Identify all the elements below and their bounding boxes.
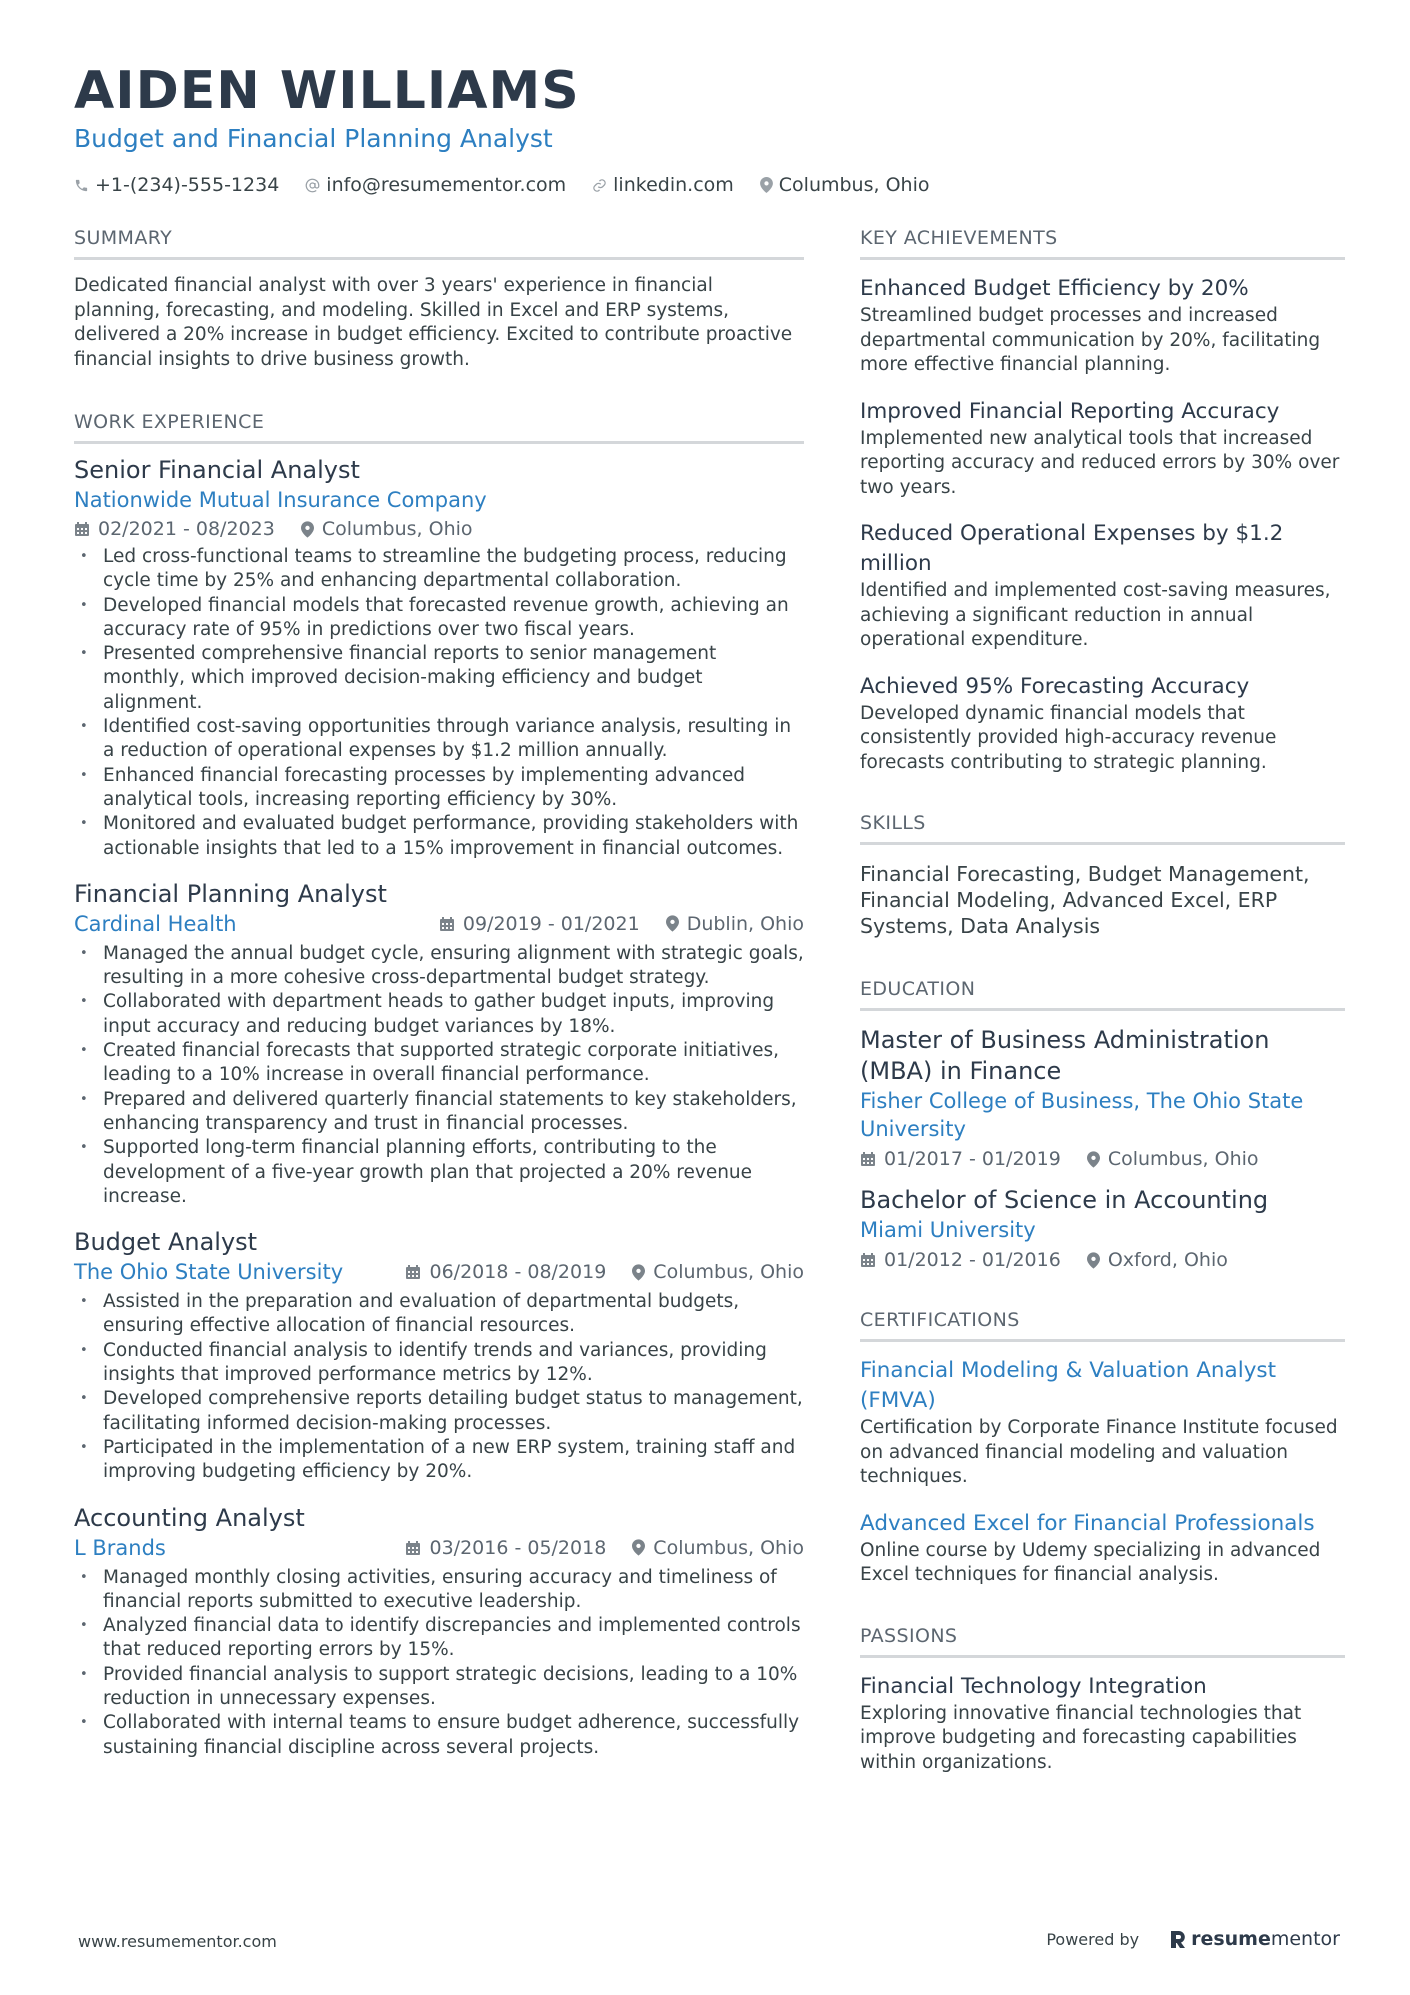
location-pin-icon [1087, 1151, 1100, 1168]
location-text: Columbus, Ohio [778, 174, 930, 196]
job-location [632, 1536, 804, 1560]
section-heading: KEY ACHIEVEMENTS [860, 226, 1345, 260]
certification-title: Advanced Excel for Financial Professionals [860, 1510, 1315, 1536]
section-heading: SUMMARY [74, 226, 804, 260]
degree-title: Master of Business Administration (MBA) in Finance [860, 1026, 1270, 1085]
passion-text: Exploring innovative financial technologies that improve budgeting and forecasting capabilities within organizations. [860, 1702, 1302, 1773]
calendar-icon [439, 916, 455, 932]
location-pin-icon [760, 177, 773, 193]
calendar-icon [405, 1540, 421, 1556]
job-location-text: Columbus, Ohio [653, 1261, 804, 1284]
company-name: The Ohio State University [74, 1260, 344, 1285]
candidate-title: Budget and Financial Planning Analyst [74, 124, 553, 153]
bullet-item: • Collaborated with internal teams to ensure budget adherence, successfully sustaining financial discipline across several projects. [74, 1711, 804, 1760]
education-location [1087, 1147, 1259, 1171]
achievement-title: Reduced Operational Expenses by $1.2 million [860, 521, 1284, 576]
job-location [632, 1260, 804, 1284]
contact-email[interactable] [305, 173, 566, 197]
achievement-title: Achieved 95% Forecasting Accuracy [860, 673, 1250, 699]
right-column [860, 226, 1345, 1794]
footer-branding [1046, 1928, 1340, 1950]
skills-list: Financial Forecasting, Budget Management, Financial Modeling, Advanced Excel, ERP Systems, Data Analysis [860, 862, 1310, 938]
bullet-item: • Monitored and evaluated budget performance, providing stakeholders with actionable insights that led to a 15% improvement in financial outcomes. [74, 812, 804, 861]
link-icon [592, 178, 607, 193]
achievement-item [860, 397, 1345, 501]
job-dates [439, 912, 640, 936]
job-entry [74, 454, 804, 861]
job-location-text: Columbus, Ohio [321, 518, 473, 540]
job-bullets [74, 1566, 804, 1760]
achievement-title: Enhanced Budget Efficiency by 20% [860, 276, 1249, 301]
job-entry [74, 1502, 804, 1760]
footer-url[interactable]: www.resumementor.com [78, 1932, 277, 1951]
education-dates-text: 01/2012 - 01/2016 [884, 1249, 1061, 1271]
bullet-item: • Assisted in the preparation and evaluation of departmental budgets, ensuring effective allocation of financial resources. [74, 1290, 804, 1339]
section-heading: CERTIFICATIONS [860, 1308, 1345, 1342]
linkedin-text: linkedin.com [613, 174, 734, 196]
resumementor-logo[interactable] [1169, 1928, 1340, 1950]
bullet-item: • Provided financial analysis to support strategic decisions, leading to a 10% reduction in unnecessary expenses. [74, 1663, 804, 1712]
company-name: Nationwide Mutual Insurance Company [74, 488, 487, 512]
bullet-item: • Developed financial models that forecasted revenue growth, achieving an accuracy rate of 95% in predictions over two fiscal years. [74, 594, 804, 643]
job-entry [74, 1226, 804, 1484]
job-meta [74, 517, 804, 541]
bullet-item: • Supported long-term financial planning efforts, contributing to the development of a five-year growth plan that projected a 20% revenue increase. [74, 1136, 804, 1209]
achievement-text: Developed dynamic financial models that consistently provided high-accuracy revenue forecasts contributing to strategic planning. [860, 702, 1277, 773]
bullet-item: • Identified cost-saving opportunities through variance analysis, resulting in a reduction of operational expenses by $1.2 million annually. [74, 715, 804, 764]
job-dates [405, 1260, 606, 1284]
left-column [74, 226, 804, 1777]
candidate-name: AIDEN WILLIAMS [74, 61, 580, 121]
bullet-item: • Participated in the implementation of a new ERP system, training staff and improving budgeting efficiency by 20%. [74, 1436, 804, 1485]
job-title: Financial Planning Analyst [74, 879, 387, 908]
brand-bold: resume [1191, 1928, 1271, 1950]
education-location [1087, 1248, 1228, 1272]
job-title: Budget Analyst [74, 1228, 258, 1257]
job-meta [405, 1536, 804, 1560]
calendar-icon [860, 1252, 876, 1268]
certification-item [860, 1356, 1345, 1490]
calendar-icon [405, 1264, 421, 1280]
contact-linkedin[interactable] [592, 173, 734, 197]
school-name: Fisher College of Business, The Ohio State University [860, 1089, 1304, 1141]
company-row [74, 1258, 804, 1286]
job-location [666, 912, 804, 936]
phone-icon [74, 178, 89, 193]
achievement-text: Identified and implemented cost-saving measures, achieving a significant reduction in annual operational expenditure. [860, 580, 1331, 650]
education-location-text: Oxford, Ohio [1107, 1249, 1228, 1271]
certification-title: Financial Modeling & Valuation Analyst (FMVA) [860, 1358, 1277, 1413]
company-row [74, 910, 804, 938]
bullet-item: • Created financial forecasts that supported strategic corporate initiatives, leading to a 10% increase in overall financial performance. [74, 1039, 804, 1088]
passions-section [860, 1624, 1345, 1776]
job-bullets [74, 942, 804, 1209]
bullet-item: • Prepared and delivered quarterly financial statements to key stakeholders, enhancing transparency and trust in financial processes. [74, 1088, 804, 1137]
job-bullets [74, 1290, 804, 1484]
job-meta [405, 1260, 804, 1284]
degree-title: Bachelor of Science in Accounting [860, 1186, 1269, 1214]
job-meta [439, 912, 804, 936]
section-heading: SKILLS [860, 811, 1345, 845]
certification-text: Certification by Corporate Finance Institute focused on advanced financial modeling and valuation techniques. [860, 1417, 1338, 1487]
phone-text: +1-(234)-555-1234 [95, 174, 280, 196]
bullet-item: • Conducted financial analysis to identify trends and variances, providing insights that improved performance metrics by 12%. [74, 1339, 804, 1388]
job-entry [74, 878, 804, 1209]
school-name: Miami University [860, 1218, 1036, 1242]
education-meta [860, 1248, 1345, 1272]
brand-light: mentor [1270, 1928, 1340, 1950]
contact-phone [74, 173, 279, 197]
job-title: Accounting Analyst [74, 1503, 305, 1532]
bullet-item: • Presented comprehensive financial reports to senior management monthly, which improved decision-making efficiency and budget alignment. [74, 642, 804, 715]
section-heading: PASSIONS [860, 1624, 1345, 1658]
achievement-item [860, 274, 1345, 378]
education-meta [860, 1147, 1345, 1171]
work-experience-section [74, 410, 804, 1760]
location-pin-icon [1087, 1252, 1100, 1269]
certification-item [860, 1509, 1345, 1588]
education-dates-text: 01/2017 - 01/2019 [884, 1148, 1061, 1170]
achievement-text: Streamlined budget processes and increased departmental communication by 20%, facilitating more effective financial planning. [860, 305, 1321, 375]
job-location-text: Columbus, Ohio [653, 1536, 804, 1559]
company-name: L Brands [74, 1535, 166, 1560]
skills-section [860, 811, 1345, 939]
job-dates-text: 02/2021 - 08/2023 [98, 518, 275, 540]
calendar-icon [860, 1151, 876, 1167]
achievement-text: Implemented new analytical tools that increased reporting accuracy and reduced errors by 30% over two years. [860, 427, 1340, 498]
bullet-item: • Analyzed financial data to identify discrepancies and implemented controls that reduced reporting errors by 15%. [74, 1614, 804, 1663]
email-text: info@resumementor.com [326, 174, 567, 196]
achievement-title: Improved Financial Reporting Accuracy [860, 398, 1280, 424]
job-dates-text: 06/2018 - 08/2019 [429, 1261, 607, 1284]
job-dates [74, 517, 275, 541]
company-name: Cardinal Health [74, 911, 237, 936]
job-title: Senior Financial Analyst [74, 456, 360, 484]
contact-bar [74, 173, 1344, 197]
bullet-item: • Developed comprehensive reports detailing budget status to management, facilitating informed decision-making processes. [74, 1387, 804, 1436]
bullet-item: • Managed the annual budget cycle, ensuring alignment with strategic goals, resulting in a more cohesive cross-departmental budget strategy. [74, 942, 804, 991]
key-achievements-section [860, 226, 1345, 775]
education-dates [860, 1147, 1061, 1171]
job-dates-text: 09/2019 - 01/2021 [462, 912, 640, 935]
calendar-icon [74, 521, 90, 537]
section-heading: EDUCATION [860, 977, 1345, 1011]
resume-header [74, 60, 1344, 197]
company-row [74, 1534, 804, 1562]
certification-text: Online course by Udemy specializing in advanced Excel techniques for financial analysis. [860, 1539, 1321, 1585]
certifications-section [860, 1308, 1345, 1588]
bullet-item: • Enhanced financial forecasting processes by implementing advanced analytical tools, increasing reporting efficiency by 30%. [74, 764, 804, 813]
achievement-item [860, 519, 1345, 653]
job-location [301, 517, 473, 541]
education-item [860, 1025, 1345, 1171]
contact-location [760, 173, 930, 197]
summary-section [74, 226, 804, 372]
job-dates [405, 1536, 606, 1560]
location-pin-icon [666, 915, 679, 932]
location-pin-icon [632, 1539, 645, 1556]
job-dates-text: 03/2016 - 05/2018 [429, 1536, 607, 1559]
bullet-item: • Led cross-functional teams to streamline the budgeting process, reducing cycle time by 25% and enhancing departmental collaboration. [74, 545, 804, 594]
powered-by-text: Powered by [1046, 1929, 1140, 1949]
page-footer [0, 1924, 1410, 1954]
resumementor-logo-icon [1169, 1929, 1187, 1949]
location-pin-icon [632, 1264, 645, 1281]
passion-item [860, 1672, 1345, 1776]
bullet-item: • Managed monthly closing activities, ensuring accuracy and timeliness of financial reports submitted to executive leadership. [74, 1566, 804, 1615]
education-item [860, 1185, 1345, 1272]
at-icon [305, 178, 320, 193]
job-location-text: Dublin, Ohio [686, 912, 804, 935]
bullet-item: • Collaborated with department heads to gather budget inputs, improving input accuracy and reducing budget variances by 18%. [74, 990, 804, 1039]
passion-title: Financial Technology Integration [860, 1673, 1207, 1699]
education-section [860, 977, 1345, 1272]
section-heading: WORK EXPERIENCE [74, 410, 804, 444]
education-dates [860, 1248, 1061, 1272]
education-location-text: Columbus, Ohio [1107, 1148, 1259, 1170]
location-pin-icon [301, 521, 314, 538]
job-bullets [74, 545, 804, 861]
achievement-item [860, 672, 1345, 776]
summary-text: Dedicated financial analyst with over 3 years' experience in financial planning, forecasting, and modeling. Skilled in Excel and ERP systems, delivered a 20% increase in budget efficiency. Excited to contribute proactive financial insights to drive business growth. [74, 275, 793, 370]
